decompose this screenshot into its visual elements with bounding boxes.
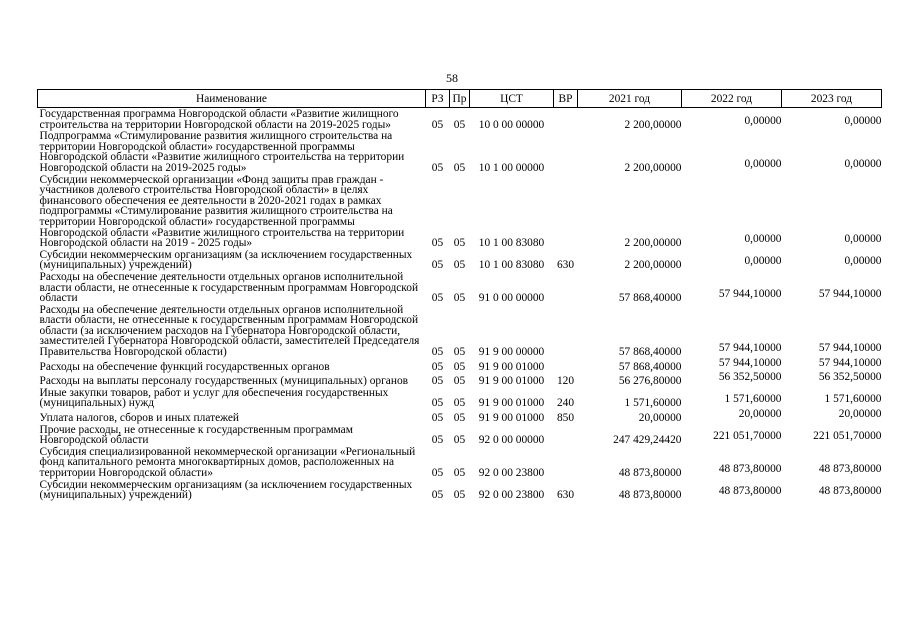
budget-table xyxy=(37,89,882,501)
row-name: Прочие расходы, не отнесенные к государственным программам Новгородской области xyxy=(39,423,353,447)
row-rz: 05 xyxy=(431,259,444,272)
table-row xyxy=(38,479,882,501)
row-cst: 10 0 00 00000 xyxy=(478,118,545,131)
row-2023: 48 873,80000 xyxy=(818,485,882,498)
row-2023: 57 944,10000 xyxy=(818,342,882,355)
row-2021: 2 200,00000 xyxy=(624,118,682,131)
row-2023: 57 944,10000 xyxy=(818,288,882,301)
row-rz: 05 xyxy=(431,375,444,388)
table-row xyxy=(38,446,882,479)
row-cst: 91 9 00 01000 xyxy=(478,360,545,373)
row-vr xyxy=(554,446,578,479)
row-pr: 05 xyxy=(453,259,466,272)
row-pr: 05 xyxy=(453,118,466,131)
row-2023: 57 944,10000 xyxy=(818,356,882,369)
row-vr xyxy=(554,358,578,373)
table-row xyxy=(38,409,882,424)
row-vr xyxy=(554,424,578,446)
table-row xyxy=(38,271,882,304)
row-vr xyxy=(554,304,578,358)
row-vr: 850 xyxy=(556,412,575,425)
row-pr: 05 xyxy=(453,397,466,410)
table-row xyxy=(38,424,882,446)
row-cst: 10 1 00 83080 xyxy=(478,259,545,272)
row-vr xyxy=(554,174,578,249)
header-pr: Пр xyxy=(450,90,470,108)
row-2022: 0,00000 xyxy=(744,255,782,268)
row-vr: 630 xyxy=(556,489,575,502)
row-cst: 92 0 00 23800 xyxy=(478,467,545,479)
row-2023: 20,00000 xyxy=(838,408,882,421)
header-rz: РЗ xyxy=(426,90,450,108)
row-pr: 05 xyxy=(453,489,466,502)
row-vr xyxy=(554,108,578,131)
row-2022: 0,00000 xyxy=(744,157,782,170)
table-header-row xyxy=(38,90,882,108)
row-name: Субсидия специализированной некоммерческой организации «Региональный фонд капитального ремонта многоквартирных домов, расположенных на территории Новгородской области» xyxy=(39,445,416,479)
row-2023: 221 051,70000 xyxy=(813,430,882,443)
table-row xyxy=(38,358,882,373)
row-name: Расходы на выплаты персоналу государственных (муниципальных) органов xyxy=(39,375,409,388)
row-2023: 0,00000 xyxy=(844,233,882,246)
row-2021: 57 868,40000 xyxy=(618,360,682,373)
header-2022: 2022 год xyxy=(682,90,782,108)
row-vr xyxy=(554,130,578,173)
row-2022: 57 944,10000 xyxy=(718,356,782,369)
row-cst: 91 9 00 01000 xyxy=(478,375,545,388)
table-row xyxy=(38,174,882,249)
row-cst: 10 1 00 83080 xyxy=(478,237,545,250)
row-name: Расходы на обеспечение функций государственных органов xyxy=(39,360,330,373)
row-pr: 05 xyxy=(453,434,466,447)
row-2023: 0,00000 xyxy=(844,114,882,127)
row-vr: 240 xyxy=(556,397,575,410)
row-pr: 05 xyxy=(453,292,466,305)
row-rz: 05 xyxy=(431,118,444,131)
row-2022: 0,00000 xyxy=(744,114,782,127)
row-rz: 05 xyxy=(431,467,444,479)
row-pr: 05 xyxy=(453,360,466,373)
table-row xyxy=(38,304,882,358)
row-name: Подпрограмма «Стимулирование развития жилищного строительства на территории Новгородской области» государственной программы Новгородской области «Развитие жилищного строительства на территории Новгородской области на 2019-2025 годы» xyxy=(39,130,405,174)
row-cst: 10 1 00 00000 xyxy=(478,161,545,174)
row-2021: 247 429,24420 xyxy=(613,434,682,447)
row-name: Уплата налогов, сборов и иных платежей xyxy=(39,412,239,425)
row-vr: 120 xyxy=(556,375,575,388)
header-name: Наименование xyxy=(38,90,426,108)
row-pr: 05 xyxy=(453,161,466,174)
row-cst: 91 9 00 01000 xyxy=(478,397,545,410)
row-pr: 05 xyxy=(453,237,466,250)
table-row xyxy=(38,130,882,173)
row-pr: 05 xyxy=(453,412,466,425)
row-rz: 05 xyxy=(431,434,444,447)
row-2021: 2 200,00000 xyxy=(624,237,682,250)
row-2022: 1 571,60000 xyxy=(724,393,782,406)
row-2021: 2 200,00000 xyxy=(624,161,682,174)
row-cst: 92 0 00 00000 xyxy=(478,434,545,447)
table-row xyxy=(38,387,882,409)
row-rz: 05 xyxy=(431,161,444,174)
row-2021: 1 571,60000 xyxy=(624,397,682,410)
row-2023: 1 571,60000 xyxy=(824,393,882,406)
row-pr: 05 xyxy=(453,467,466,479)
row-cst: 91 9 00 01000 xyxy=(478,412,545,425)
row-vr: 630 xyxy=(556,259,575,272)
row-2023: 48 873,80000 xyxy=(818,463,882,475)
row-rz: 05 xyxy=(431,489,444,502)
page-number: 58 xyxy=(446,71,458,85)
table-row xyxy=(38,249,882,271)
row-name: Субсидии некоммерческим организациям (за исключением государственных (муниципальных) учреждений) xyxy=(39,478,413,502)
table-row xyxy=(38,372,882,387)
row-2022: 48 873,80000 xyxy=(718,485,782,498)
row-2021: 48 873,80000 xyxy=(618,489,682,502)
row-rz: 05 xyxy=(431,346,444,359)
row-cst: 91 9 00 00000 xyxy=(478,346,545,359)
row-cst: 91 0 00 00000 xyxy=(478,292,545,305)
row-2022: 57 944,10000 xyxy=(718,342,782,355)
row-2021: 48 873,80000 xyxy=(618,467,682,479)
row-2021: 57 868,40000 xyxy=(618,292,682,305)
row-2021: 57 868,40000 xyxy=(618,346,682,359)
row-rz: 05 xyxy=(431,360,444,373)
row-2022: 0,00000 xyxy=(744,233,782,246)
row-name: Субсидии некоммерческим организациям (за исключением государственных (муниципальных) учреждений) xyxy=(39,248,413,272)
row-name: Государственная программа Новгородской области «Развитие жилищного строительства на территории Новгородской области на 2019-2025 годы» xyxy=(39,108,399,131)
row-rz: 05 xyxy=(431,397,444,410)
row-2022: 56 352,50000 xyxy=(718,371,782,384)
row-2022: 48 873,80000 xyxy=(718,463,782,475)
row-2022: 57 944,10000 xyxy=(718,288,782,301)
row-cst: 92 0 00 23800 xyxy=(478,489,545,502)
row-2023: 0,00000 xyxy=(844,157,882,170)
row-rz: 05 xyxy=(431,412,444,425)
row-2021: 2 200,00000 xyxy=(624,259,682,272)
row-2021: 56 276,80000 xyxy=(618,375,682,388)
header-2023: 2023 год xyxy=(782,90,882,108)
row-name: Иные закупки товаров, работ и услуг для обеспечения государственных (муниципальных) нужд xyxy=(39,386,389,410)
row-pr: 05 xyxy=(453,375,466,388)
row-name: Расходы на обеспечение деятельности отдельных органов исполнительной власти области, не отнесенные к государственным программам Новгородской области (за исключением расходов на Губернатора Новгородской области, заместителей Губернатора Новгородской области, заместителей Председателя Правительства Новгородской области) xyxy=(39,303,420,359)
header-vr: ВР xyxy=(554,90,578,108)
row-name: Субсидии некоммерческой организации «Фонд защиты прав граждан - участников долевого строительства Новгородской области» в целях финансового обеспечения ее деятельности в 2020-2021 годах в рамках подпрограммы «Стимулирование развития жилищного строительства на территории Новгородской области» государственной программы Новгородской области «Развитие жилищного строительства на территории Новгородской области на 2019 - 2025 годы» xyxy=(39,173,405,250)
row-name: Расходы на обеспечение деятельности отдельных органов исполнительной власти области, не отнесенные к государственным программам Новгородской области xyxy=(39,270,419,305)
row-2022: 20,00000 xyxy=(738,408,782,421)
row-2023: 0,00000 xyxy=(844,255,882,268)
header-2021: 2021 год xyxy=(578,90,682,108)
row-pr: 05 xyxy=(453,346,466,359)
row-2022: 221 051,70000 xyxy=(713,430,782,443)
row-vr xyxy=(554,271,578,304)
header-cst: ЦСТ xyxy=(470,90,554,108)
row-2023: 56 352,50000 xyxy=(818,371,882,384)
table-row xyxy=(38,108,882,131)
row-rz: 05 xyxy=(431,237,444,250)
row-rz: 05 xyxy=(431,292,444,305)
row-2021: 20,00000 xyxy=(638,412,682,425)
